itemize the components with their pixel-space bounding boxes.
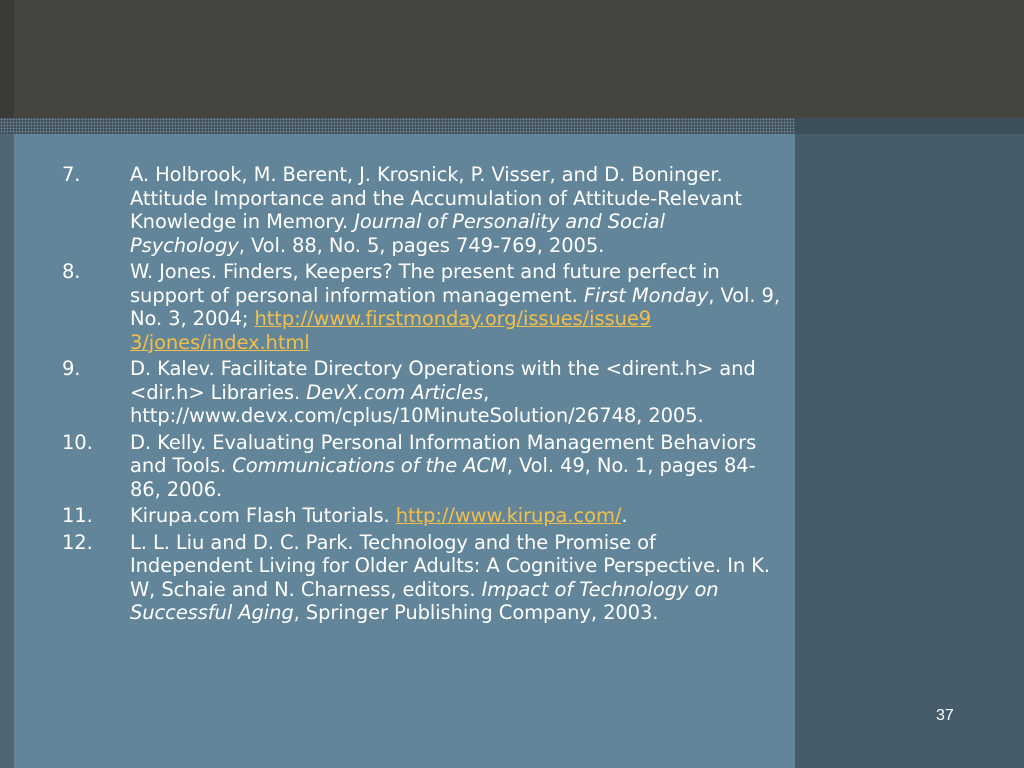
reference-text — [130, 260, 780, 354]
reference-segment: , Springer Publishing Company, 2003. — [293, 601, 659, 624]
reference-segment: , Vol. 49, No. 1, pages 84-86, 2006. — [130, 454, 756, 501]
reference-segment: W. Jones. Finders, Keepers? The present and future perfect in support of personal information management. — [130, 260, 720, 307]
reference-segment: Kirupa.com Flash Tutorials. — [130, 504, 396, 527]
reference-text — [130, 357, 756, 427]
reference-text — [130, 163, 742, 257]
reference-source-title: DevX.com Articles — [306, 380, 484, 404]
reference-number: 10. — [62, 430, 93, 454]
reference-item — [62, 260, 782, 354]
reference-link[interactable]: http://www.firstmonday.org/issues/issue9 3/jones/index.html — [130, 307, 652, 354]
slide-title-band — [0, 0, 1024, 118]
left-edge-bar — [0, 134, 14, 768]
reference-item — [62, 431, 782, 502]
right-side-panel — [795, 118, 1024, 768]
reference-segment: A. Holbrook, M. Berent, J. Krosnick, P. Visser, and D. Boninger. Attitude Importance and the Accumulation of Attitude-Relevant Knowledge in Memory. — [130, 163, 742, 233]
reference-segment: D. Kalev. Facilitate Directory Operations with the <dirent.h> and <dir.h> Libraries. — [130, 357, 756, 404]
reference-number: 8. — [62, 260, 81, 283]
reference-segment: , Vol. 88, No. 5, pages 749-769, 2005. — [238, 233, 605, 257]
reference-text — [130, 504, 627, 527]
page-number: 37 — [936, 707, 954, 724]
reference-segment: , http://www.devx.com/cplus/10MinuteSolution/26748, 2005. — [130, 380, 704, 427]
reference-source-title: Journal of Personality and Social Psychology — [130, 210, 665, 257]
reference-source-title: First Monday — [583, 283, 709, 307]
reference-text — [130, 431, 756, 501]
right-panel-strip — [795, 118, 1024, 134]
reference-item — [62, 163, 782, 257]
reference-item — [62, 504, 782, 528]
reference-source-title: Communications of the ACM — [232, 454, 507, 477]
reference-segment: , Vol. 9, No. 3, 2004; — [130, 283, 780, 330]
reference-link[interactable]: http://www.kirupa.com/ — [395, 504, 622, 527]
reference-number: 9. — [62, 357, 81, 380]
reference-text — [130, 531, 770, 625]
reference-item — [62, 357, 782, 428]
reference-number: 11. — [62, 504, 93, 527]
title-band-edge — [0, 0, 14, 118]
reference-segment: L. L. Liu and D. C. Park. Technology and the Promise of Independent Living for Older Adults: A Cognitive Perspective. In K. W, Schaie and N. Charness, editors. — [130, 530, 771, 601]
reference-number: 12. — [62, 530, 93, 554]
reference-number: 7. — [62, 163, 81, 186]
reference-segment: . — [621, 504, 628, 527]
reference-list — [62, 163, 782, 628]
reference-segment: D. Kelly. Evaluating Personal Information Management Behaviors and Tools. — [130, 430, 757, 477]
reference-source-title: Impact of Technology on Successful Aging — [130, 577, 719, 624]
reference-item — [62, 531, 782, 625]
